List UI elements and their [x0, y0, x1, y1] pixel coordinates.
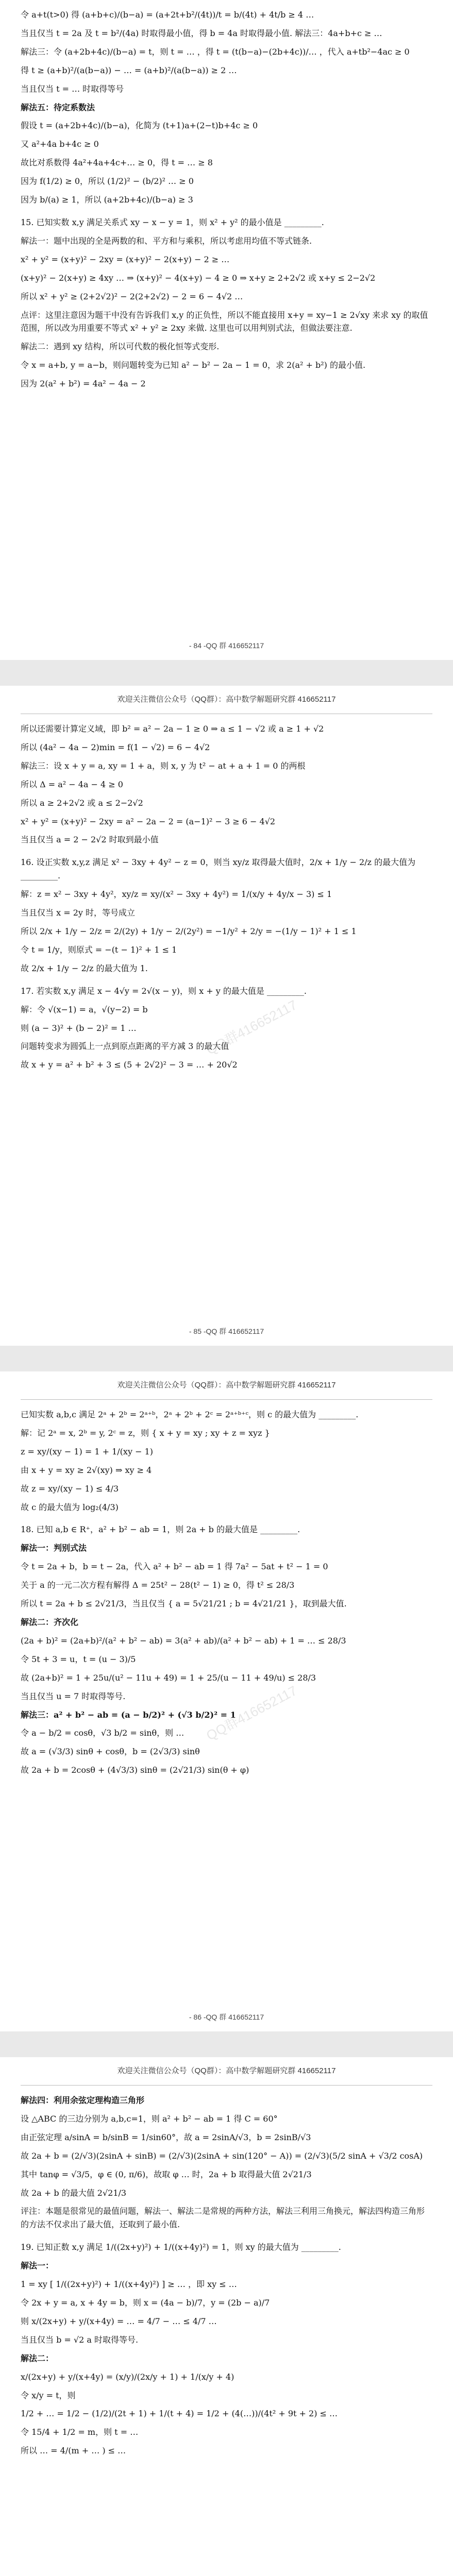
text-line: x/(2x+y) + y/(x+4y) = (x/y)/(2x/y + 1) + 1/(x/y + 4) — [21, 2371, 234, 2382]
page-body — [21, 0, 432, 391]
section-heading: 解法四：利用余弦定理构造三角形 — [21, 2095, 145, 2105]
watermark: QQ群416652117 — [204, 1682, 300, 1743]
page-1 — [0, 0, 453, 660]
text-line: 当且仅当 b = √2 a 时取得等号. — [21, 2334, 139, 2345]
text-line: 故比对系数得 4a²+4a+4c+… ≥ 0，得 t = … ≥ 8 — [21, 158, 213, 168]
text-line: 问题转变求为圆弧上一点到原点距离的平方减 3 的最大值 — [21, 1041, 229, 1052]
text-line: 当且仅当 t = 2a 及 t = b²/(4a) 时取得最小值，得 b = 4a 时取得最小值. 解法三：4a+b+c ≥ … — [21, 28, 382, 38]
text-line: 其中 tanφ = √3/5，φ ∈ (0, π/6)，故取 φ … 时，2a + b 取得最大值 2√21/3 — [21, 2169, 312, 2179]
text-line: 所以还需要计算定义域，即 b² = a² − 2a − 1 ≥ 0 ⇒ a ≤ 1 − √2 或 a ≥ 1 + √2 — [21, 724, 324, 734]
text-line: 因为 2(a² + b²) = 4a² − 4a − 2 — [21, 379, 146, 389]
page-body — [21, 714, 432, 1072]
page-4 — [0, 2057, 453, 2576]
watermark: QQ群416652117 — [204, 996, 300, 1058]
text-line: 1/2 + … = 1/2 − (1/2)/(2t + 1) + 1/(t + 4) = 1/2 + (4(…))/(4t² + 9t + 2) ≤ … — [21, 2409, 338, 2419]
page-header: 欢迎关注微信公众号（QQ群）：高中数学解题研究群 416652117 — [21, 1371, 432, 1400]
text-line: 令 x = a+b, y = a−b，则问题转变为已知 a² − b² − 2a − 1 = 0，求 2(a² + b²) 的最小值. — [21, 360, 366, 370]
page-body — [21, 2086, 432, 2458]
text-line: 所以 (4a² − 4a − 2)min = f(1 − √2) = 6 − 4√2 — [21, 742, 210, 752]
text-line: 故 2a + b 的最大值 2√21/3 — [21, 2188, 127, 2198]
page-3 — [0, 1371, 453, 2031]
text-line: 故 a = (√3/3) sinθ + cosθ，b = (2√3/3) sinθ — [21, 1747, 200, 1757]
page-footer: - 84 -QQ 群 416652117 — [189, 641, 264, 650]
text-line: 当且仅当 a = 2 − 2√2 时取到最小值 — [21, 835, 159, 845]
text-line: 设 △ABC 的三边分别为 a,b,c=1，则 a² + b² − ab = 1 得 C = 60° — [21, 2113, 278, 2124]
page-footer: - 86 -QQ 群 416652117 — [189, 2013, 264, 2021]
text-line: 故 z = xy/(xy − 1) ≤ 4/3 — [21, 1483, 119, 1494]
text-line: 所以 2/x + 1/y − 2/z = 2/(2y) + 1/y − 2/(2y²) = −1/y² + 2/y = −(1/y − 1)² + 1 ≤ 1 — [21, 926, 357, 936]
text-line: 得 t ≥ (a+b)²/(a(b−a)) − … = (a+b)²/(a(b−a)) ≥ 2 … — [21, 65, 237, 75]
text-line: 当且仅当 x = 2y 时，等号成立 — [21, 908, 135, 918]
page-header: 欢迎关注微信公众号（QQ群）：高中数学解题研究群 416652117 — [21, 686, 432, 714]
text-line: 则 x/(2x+y) + y/(x+4y) = … = 4/7 − … ≤ 4/7 … — [21, 2316, 217, 2326]
text-line: 令 2x + y = a, x + 4y = b，则 x = (4a − b)/7，y = (2b − a)/7 — [21, 2297, 270, 2308]
text-line: 因为 b/(a) ≥ 1，所以 (a+2b+4c)/(b−a) ≥ 3 — [21, 195, 193, 205]
section-heading: 解法三：a² + b² − ab = (a − b/2)² + (√3 b/2)² = 1 — [21, 1709, 236, 1720]
text-line: 假设 t = (a+2b+4c)/(b−a)，化简为 (t+1)a+(2−t)b+4c ≥ 0 — [21, 121, 258, 131]
text-line: 故 c 的最大值为 log₂(4/3) — [21, 1502, 119, 1512]
question-line: 17. 若实数 x,y 满足 x − 4√y = 2√(x − y)，则 x + y 的最大值是 _________. — [21, 986, 307, 996]
section-heading: 解法二： — [21, 2353, 54, 2363]
question-line: 16. 设正实数 x,y,z 满足 x² − 3xy + 4y² − z = 0，则当 xy/z 取得最大值时，2/x + 1/y − 2/z 的最大值为 _________. — [21, 857, 416, 881]
text-line: 评注：本题是很常见的最值问题，解法一、解法二是常规的两种方法，解法三利用三角换元，解法四构造三角形的方法不仅求出了最大值，还取到了最小值. — [21, 2206, 425, 2230]
text-line: 当且仅当 t = … 时取得等号 — [21, 83, 124, 94]
text-line: 所以 a ≥ 2+2√2 或 a ≤ 2−2√2 — [21, 798, 143, 808]
text-line: 故 2a + b = (2/√3)(2sinA + sinB) = (2/√3)(2sinA + sin(120° − A)) = (2/√3)(5/2 sinA + √3/2 cosA) — [21, 2150, 423, 2161]
text-line: 故 (2a+b)² = 1 + 25u/(u² − 11u + 49) = 1 + 25/(u − 11 + 49/u) ≤ 28/3 — [21, 1672, 316, 1683]
text-line: 令 a − b/2 = cosθ，√3 b/2 = sinθ，则 … — [21, 1728, 184, 1738]
text-line: 又 a²+4a b+4c ≥ 0 — [21, 139, 99, 149]
text-line: 已知实数 a,b,c 满足 2ᵃ + 2ᵇ = 2ᵃ⁺ᵇ，2ᵃ + 2ᵇ + 2ᶜ = 2ᵃ⁺ᵇ⁺ᶜ，则 c 的最大值为 _________. — [21, 1410, 359, 1419]
text-line: z = xy/(xy − 1) = 1 + 1/(xy − 1) — [21, 1446, 153, 1456]
text-line: 解法一：题中出现的全是两数的和、平方和与乘积，所以考虑用均值不等式链条. — [21, 235, 312, 246]
text-line: 所以 x² + y² ≥ (2+2√2)² − 2(2+2√2) − 2 = 6 − 4√2 … — [21, 291, 243, 301]
text-line: 所以 Δ = a² − 4a − 4 ≥ 0 — [21, 779, 123, 789]
text-line: 故 2a + b = 2cosθ + (4√3/3) sinθ = (2√21/3) sin(θ + φ) — [21, 1765, 249, 1775]
text-line: (2a + b)² = (2a+b)²/(a² + b² − ab) = 3(a² + ab)/(a² + b² − ab) + 1 = … ≤ 28/3 — [21, 1635, 346, 1646]
section-heading: 解法五：待定系数法 — [21, 102, 95, 112]
question-line: 18. 已知 a,b ∈ R⁺，a² + b² − ab = 1，则 2a + b 的最大值是 _________. — [21, 1524, 300, 1535]
text-line: 所以 t = 2a + b ≤ 2√21/3，当且仅当 { a = 5√21/21 ; b = 4√21/21 }，取到最大值. — [21, 1599, 347, 1609]
section-heading: 解法一： — [21, 2261, 54, 2271]
text-line: 所以 … = 4/(m + … ) ≤ … — [21, 2446, 126, 2456]
text-line: 故 x + y = a² + b² + 3 ≤ (5 + 2√2)² − 3 = … + 20√2 — [21, 1060, 238, 1070]
section-heading: 解法二：齐次化 — [21, 1617, 79, 1627]
text-line: 解：令 √(x−1) = a，√(y−2) = b — [21, 1004, 148, 1014]
text-line: 故 2/x + 1/y − 2/z 的最大值为 1. — [21, 963, 148, 973]
text-line: x² + y² = (x+y)² − 2xy = (x+y)² − 2(x+y) − 2 ≥ … — [21, 254, 230, 264]
text-line: 令 15/4 + 1/2 = m，则 t = … — [21, 2427, 139, 2437]
text-line: 关于 a 的一元二次方程有解得 Δ = 25t² − 28(t² − 1) ≥ 0，得 t² ≤ 28/3 — [21, 1580, 295, 1590]
text-line: 1 = xy [ 1/((2x+y)²) + 1/((x+4y)²) ] ≥ … ，即 xy ≤ … — [21, 2279, 237, 2290]
text-line: 解：记 2ᵃ = x, 2ᵇ = y, 2ᶜ = z，则 { x + y = xy ; xy + z = xyz } — [21, 1428, 270, 1438]
text-line: 因为 f(1/2) ≥ 0，所以 (1/2)² − (b/2)² … ≥ 0 — [21, 176, 194, 187]
question-line: 19. 已知正数 x,y 满足 1/((2x+y)²) + 1/((x+4y)²) = 1，则 xy 的最大值为 _________. — [21, 2242, 341, 2252]
text-line: 令 5t + 3 = u，t = (u − 3)/5 — [21, 1654, 136, 1664]
text-line: 由 x + y = xy ≥ 2√(xy) ⇒ xy ≥ 4 — [21, 1465, 152, 1475]
text-line: 令 t = 1/y，则原式 = −(t − 1)² + 1 ≤ 1 — [21, 944, 177, 955]
text-line: 由正弦定理 a/sinA = b/sinB = 1/sin60°，故 a = 2sinA/√3，b = 2sinB/√3 — [21, 2132, 311, 2142]
text-line: 解：z = x² − 3xy + 4y²，xy/z = xy/(x² − 3xy + 4y²) = 1/(x/y + 4y/x − 3) ≤ 1 — [21, 889, 332, 900]
page-footer: - 85 -QQ 群 416652117 — [189, 1327, 264, 1335]
text-line: x² + y² = (x+y)² − 2xy = a² − 2a − 2 = (a−1)² − 3 ≥ 6 − 4√2 — [21, 816, 276, 826]
question-line: 15. 已知实数 x,y 满足关系式 xy − x − y = 1，则 x² + y² 的最小值是 _________. — [21, 217, 324, 227]
text-line: 解法二：遇到 xy 结构，所以可代数的极化恒等式变形. — [21, 342, 220, 352]
section-heading: 解法一：判别式法 — [21, 1543, 87, 1553]
text-line: 点评：这里注意因为题干中没有告诉我们 x,y 的正负性，所以不能直接用 x+y = xy−1 ≥ 2√xy 来求 xy 的取值范围，所以改为用重要不等式 x² + y² ≥ 2xy 来做. 这里也可以用判别式法，但做法要注意. — [21, 310, 428, 333]
page-body — [21, 1400, 432, 1777]
text-line: (x+y)² − 2(x+y) ≥ 4xy … ⇒ (x+y)² − 4(x+y) − 4 ≥ 0 ⇒ x+y ≥ 2+2√2 或 x+y ≤ 2−2√2 — [21, 273, 376, 283]
page-2 — [0, 686, 453, 1346]
text-line: 当且仅当 u = 7 时取得等号. — [21, 1691, 126, 1701]
text-line: 解法三：设 x + y = a, xy = 1 + a，则 x, y 为 t² − at + a + 1 = 0 的两根 — [21, 760, 306, 771]
text-line: 令 x/y = t，则 — [21, 2390, 76, 2400]
text-line: 令 t = 2a + b，b = t − 2a，代入 a² + b² − ab = 1 得 7a² − 5at + t² − 1 = 0 — [21, 1562, 328, 1572]
page-header: 欢迎关注微信公众号（QQ群）：高中数学解题研究群 416652117 — [21, 2057, 432, 2086]
text-line: 则 (a − 3)² + (b − 2)² = 1 … — [21, 1023, 137, 1033]
text-line: 令 a+t(t>0) 得 (a+b+c)/(b−a) = (a+2t+b²/(4t))/t = b/(4t) + 4t/b ≥ 4 … — [21, 10, 314, 20]
text-line: 解法三：令 (a+2b+4c)/(b−a) = t，则 t = … ，得 t = (t(b−a)−(2b+4c))/… ，代入 a+tb²−4ac ≥ 0 — [21, 46, 410, 57]
